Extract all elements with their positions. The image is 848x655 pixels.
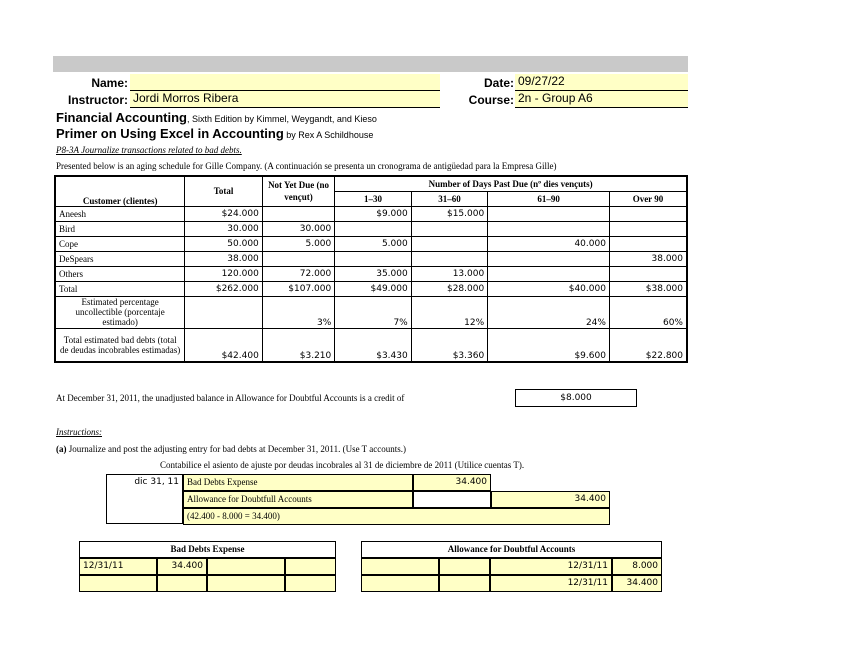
header-61-90: 61–90 [488, 191, 610, 206]
cell-1-30[interactable] [335, 221, 411, 236]
cell-over-90[interactable] [609, 266, 687, 281]
cell-31-60[interactable]: 13.000 [411, 266, 487, 281]
instruction-a-es: Contabilice el asiento de ajuste por deudas incobrales al 31 de diciembre de 2011 (Utilice cuentas T). [160, 460, 525, 470]
primer-title [56, 126, 373, 141]
t-bad-debts-amount-2[interactable] [157, 575, 207, 592]
cell-over-90[interactable]: 38.000 [609, 251, 687, 266]
cell-customer: DeSpears [55, 251, 185, 266]
table-header-row-1 [55, 176, 687, 191]
cell-61-90[interactable] [488, 206, 610, 221]
cell-over-90[interactable] [609, 221, 687, 236]
t-allowance-debit-date[interactable] [361, 558, 439, 575]
instructions-title: Instructions: [56, 427, 102, 437]
table-row [55, 251, 687, 266]
problem-heading: P8-3A Journalize transactions related to bad debts. [56, 145, 242, 155]
cell-not-yet-due[interactable] [262, 206, 334, 221]
instructor-label: Instructor: [68, 93, 128, 107]
cell-1-30[interactable]: $49.000 [335, 281, 411, 296]
journal-debit-account[interactable]: Bad Debts Expense [183, 474, 413, 491]
name-field[interactable] [130, 74, 440, 91]
primer-title-sub: by Rex A Schildhouse [283, 130, 374, 140]
cell-total[interactable]: 38.000 [185, 251, 262, 266]
instructor-field[interactable]: Jordi Morros Ribera [130, 91, 440, 108]
allowance-text: At December 31, 2011, the unadjusted balance in Allowance for Doubtful Accounts is a credit of [56, 393, 405, 403]
book-title-main: Financial Accounting [56, 110, 187, 125]
t-bad-debts-date[interactable]: 12/31/11 [79, 558, 157, 575]
est-over-90[interactable]: $22.800 [609, 328, 687, 362]
date-field[interactable]: 09/27/22 [515, 74, 688, 91]
cell-31-60[interactable]: $28.000 [411, 281, 487, 296]
pct-row [55, 296, 687, 328]
journal-credit-amount[interactable]: 34.400 [491, 491, 610, 508]
cell-not-yet-due[interactable] [262, 251, 334, 266]
cell-61-90[interactable] [488, 221, 610, 236]
cell-over-90[interactable]: $38.000 [609, 281, 687, 296]
t-bad-debts-credit-date-2[interactable] [207, 575, 285, 592]
cell-31-60[interactable] [411, 236, 487, 251]
pct-61-90[interactable]: 24% [488, 296, 610, 328]
header-not-yet-due: Not Yet Due (no vençut) [262, 176, 334, 206]
cell-1-30[interactable]: 5.000 [335, 236, 411, 251]
t-allowance-amount-2[interactable]: 34.400 [612, 575, 662, 592]
name-label: Name: [91, 76, 128, 90]
t-bad-debts-credit-amount[interactable] [285, 558, 336, 575]
cell-31-60[interactable] [411, 221, 487, 236]
est-label: Total estimated bad debts (total de deudas incobrables estimadas) [55, 328, 185, 362]
cell-1-30[interactable]: $9.000 [335, 206, 411, 221]
cell-over-90[interactable] [609, 236, 687, 251]
est-total[interactable]: $42.400 [185, 328, 262, 362]
t-allowance-amount-1[interactable]: 8.000 [612, 558, 662, 575]
t-allowance-debit-amount-2[interactable] [439, 575, 490, 592]
est-61-90[interactable]: $9.600 [488, 328, 610, 362]
aging-schedule-table [54, 175, 688, 363]
cell-customer: Cope [55, 236, 185, 251]
cell-61-90[interactable] [488, 251, 610, 266]
table-row [55, 221, 687, 236]
t-allowance-debit-date-2[interactable] [361, 575, 439, 592]
est-31-60[interactable]: $3.360 [411, 328, 487, 362]
pct-1-30[interactable]: 7% [335, 296, 411, 328]
pct-total[interactable] [185, 296, 262, 328]
table-row [55, 206, 687, 221]
cell-total[interactable]: 30.000 [185, 221, 262, 236]
header-total: Total [185, 176, 262, 206]
cell-not-yet-due[interactable]: $107.000 [262, 281, 334, 296]
t-bad-debts-amount[interactable]: 34.400 [157, 558, 207, 575]
cell-total[interactable]: 50.000 [185, 236, 262, 251]
t-bad-debts-date-2[interactable] [79, 575, 157, 592]
cell-customer: Others [55, 266, 185, 281]
pct-31-60[interactable]: 12% [411, 296, 487, 328]
header-31-60: 31–60 [411, 191, 487, 206]
cell-customer: Bird [55, 221, 185, 236]
cell-61-90[interactable]: $40.000 [488, 281, 610, 296]
estimated-row [55, 328, 687, 362]
header-over-90: Over 90 [609, 191, 687, 206]
t-allowance-date-1[interactable]: 12/31/11 [490, 558, 612, 575]
journal-explanation[interactable]: (42.400 - 8.000 = 34.400) [183, 508, 610, 525]
pct-label: Estimated percentage uncollectible (porcentaje estimado) [55, 296, 185, 328]
pct-over-90[interactable]: 60% [609, 296, 687, 328]
t-bad-debts-credit-date[interactable] [207, 558, 285, 575]
journal-debit-amount[interactable]: 34.400 [413, 474, 491, 491]
est-1-30[interactable]: $3.430 [335, 328, 411, 362]
presented-text: Presented below is an aging schedule for Gille Company. (A continuación se presenta un cronograma de antigüedad para la Empresa Gille) [56, 161, 557, 171]
est-not-yet-due[interactable]: $3.210 [262, 328, 334, 362]
instruction-a [56, 444, 406, 454]
cell-31-60[interactable] [411, 251, 487, 266]
aging-body [55, 206, 687, 296]
t-allowance-date-2[interactable]: 12/31/11 [490, 575, 612, 592]
cell-total[interactable]: $262.000 [185, 281, 262, 296]
cell-31-60[interactable]: $15.000 [411, 206, 487, 221]
cell-1-30[interactable]: 35.000 [335, 266, 411, 281]
cell-not-yet-due[interactable]: 5.000 [262, 236, 334, 251]
cell-61-90[interactable]: 40.000 [488, 236, 610, 251]
table-row [55, 236, 687, 251]
course-field[interactable]: 2n - Group A6 [515, 91, 688, 108]
header-customer: Customer (clientes) [55, 176, 185, 206]
book-title-sub: , Sixth Edition by Kimmel, Weygandt, and Kieso [186, 114, 377, 124]
cell-customer: Aneesh [55, 206, 185, 221]
t-bad-debts-credit-amount-2[interactable] [285, 575, 336, 592]
cell-not-yet-due[interactable]: 30.000 [262, 221, 334, 236]
primer-title-main: Primer on Using Excel in Accounting [56, 126, 284, 141]
journal-credit-account[interactable]: Allowance for Doubtfull Accounts [183, 491, 413, 508]
cell-total[interactable]: 120.000 [185, 266, 262, 281]
header-past-due: Number of Days Past Due (nº dies vençuts) [335, 176, 687, 191]
cell-over-90[interactable] [609, 206, 687, 221]
table-row [55, 281, 687, 296]
journal-date-cell[interactable] [106, 474, 183, 524]
instruction-a-text: Journalize and post the adjusting entry for bad debts at December 31, 2011. (Use T accounts.) [66, 444, 406, 454]
t-account-allowance-title: Allowance for Doubtful Accounts [361, 541, 662, 558]
cell-not-yet-due[interactable]: 72.000 [262, 266, 334, 281]
table-row [55, 266, 687, 281]
instruction-a-label: (a) [56, 444, 67, 454]
sheet-header-band [53, 56, 688, 72]
t-account-bad-debts-title: Bad Debts Expense [79, 541, 336, 558]
pct-not-yet-due[interactable]: 3% [262, 296, 334, 328]
allowance-value[interactable]: $8.000 [515, 389, 637, 407]
journal-debit-blank[interactable] [413, 491, 491, 508]
journal-date: dic 31, 11 [134, 477, 179, 487]
cell-total[interactable]: $24.000 [185, 206, 262, 221]
header-1-30: 1–30 [335, 191, 411, 206]
cell-1-30[interactable] [335, 251, 411, 266]
cell-customer: Total [55, 281, 185, 296]
book-title [56, 110, 377, 125]
course-label: Course: [468, 93, 514, 107]
cell-61-90[interactable] [488, 266, 610, 281]
t-allowance-debit-amount[interactable] [439, 558, 490, 575]
date-label: Date: [483, 76, 514, 90]
